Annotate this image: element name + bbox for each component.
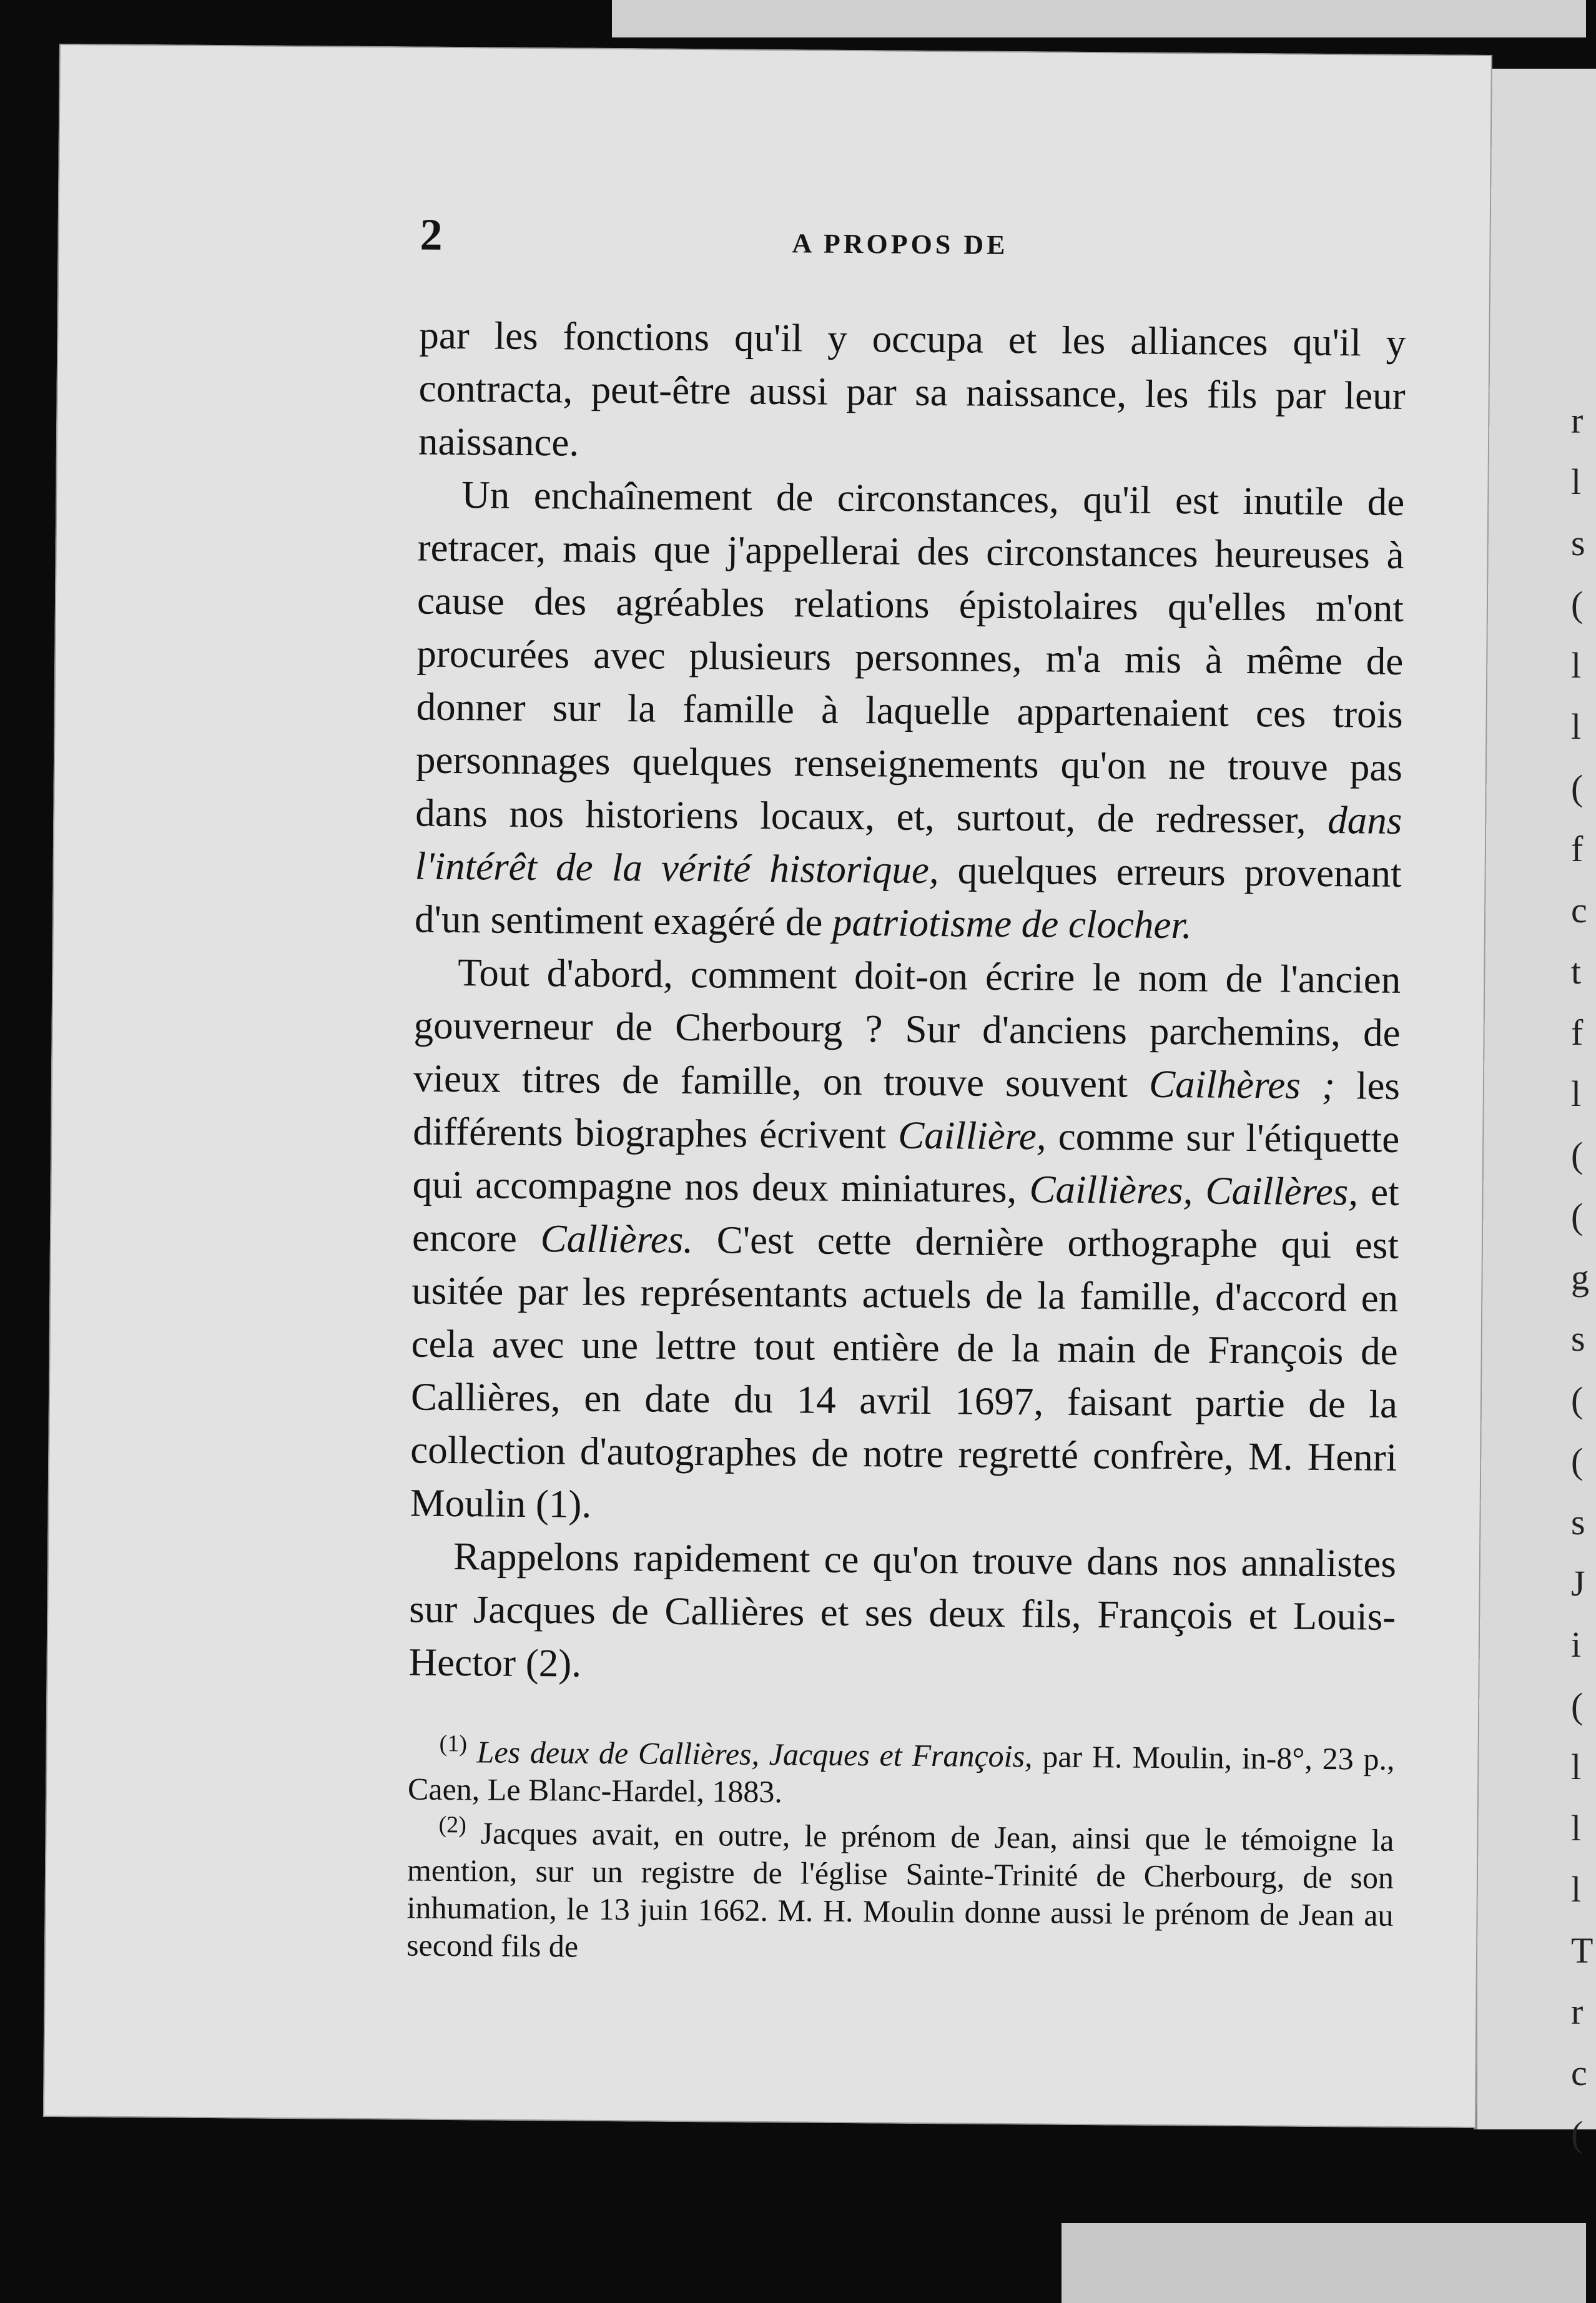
facing-page-glyph: T xyxy=(1571,1930,1594,1971)
facing-page-glyph: ( xyxy=(1571,2114,1584,2154)
italic-text: Cailhères ; xyxy=(1148,1062,1336,1108)
italic-text: patriotisme de clocher. xyxy=(832,900,1193,947)
background-paper-bottom xyxy=(1062,2223,1586,2303)
facing-page-glyph: f xyxy=(1571,829,1584,869)
text-run: et encore xyxy=(411,1170,1399,1261)
paragraph xyxy=(418,309,1406,476)
running-head: A PROPOS DE xyxy=(792,228,1008,260)
background-paper-top xyxy=(612,0,1586,37)
text-run: quelques erreurs provenant d'un sentiment exagéré de xyxy=(414,848,1402,944)
facing-page-glyph: ( xyxy=(1571,767,1584,808)
facing-page-glyph: i xyxy=(1571,1624,1582,1665)
facing-page-glyph: t xyxy=(1571,951,1582,992)
facing-page-glyph: s xyxy=(1571,1318,1585,1359)
facing-page-glyph: ( xyxy=(1571,1441,1584,1481)
facing-page-glyph: ( xyxy=(1571,1196,1584,1236)
text-run: par H. Moulin, in-8°, 23 p., Caen, Le Blanc-Hardel, 1883. xyxy=(407,1738,1395,1810)
facing-page-glyph: s xyxy=(1571,523,1585,563)
text-run: Jacques avait, en outre, le prénom de Jean, ainsi que le témoigne la mention, sur un registre de l'église Sainte-Trinité de Cherbourg, de son inhumation, le 13 juin 1662. M. H. Moulin donne aussi le prénom de Jean au second fils de xyxy=(406,1815,1394,1964)
paragraph xyxy=(408,1529,1396,1696)
facing-page-glyph: g xyxy=(1571,1257,1589,1298)
facing-page-glyph: ( xyxy=(1571,1135,1584,1175)
text-run: comme sur l'étiquette qui accompagne nos deux miniatures, xyxy=(412,1114,1400,1211)
text-run: Un enchaînement de circonstances, qu'il est inutile de retracer, mais que j'appellerai des circonstances heureuses à cause des agréables relations épistolaires qu'elles m'ont procurées avec plusieurs personnes, m'a mis à même de donner sur la famille à laquelle appartenaient ces trois personnages quelques renseignements qu'on ne trouve pas dans nos historiens locaux, et, surtout, de redresser, xyxy=(415,473,1405,842)
page-number: 2 xyxy=(420,209,443,260)
footnotes xyxy=(406,1732,1395,1977)
italic-text: Caillières, Caillères, xyxy=(1029,1167,1359,1214)
italic-text: Les deux de Callières, Jacques et François, xyxy=(476,1734,1033,1774)
facing-page-glyph: l xyxy=(1571,1073,1582,1114)
facing-page-glyph: ( xyxy=(1571,1685,1584,1726)
text-run: Tout d'abord, comment doit-on écrire le nom de l'ancien gouverneur de Cherbourg ? Sur d'anciens parchemins, de vieux titres de famille, on trouve souvent xyxy=(413,950,1401,1106)
paragraph xyxy=(410,946,1401,1537)
footnote-mark: (1) xyxy=(439,1730,468,1757)
footnote-mark: (2) xyxy=(438,1812,467,1838)
facing-page-glyph: l xyxy=(1571,1808,1582,1848)
facing-page-glyph: J xyxy=(1571,1563,1585,1604)
facing-page-glyph: f xyxy=(1571,1012,1584,1053)
book-page xyxy=(43,44,1492,2128)
facing-page-edge xyxy=(1474,69,1596,2154)
facing-page-glyph: l xyxy=(1571,461,1582,502)
page-header xyxy=(420,209,1482,269)
facing-page-glyph: r xyxy=(1571,1991,1584,2032)
facing-page-glyph: c xyxy=(1571,890,1587,930)
facing-page-glyph: s xyxy=(1571,1502,1585,1542)
facing-page-glyph: c xyxy=(1571,2053,1587,2093)
text-run: les différents biographes écrivent xyxy=(413,1063,1401,1157)
facing-page-glyph: l xyxy=(1571,706,1582,747)
text-run xyxy=(467,1734,477,1769)
facing-page-glyph: l xyxy=(1571,1747,1582,1787)
italic-text: Callières. xyxy=(540,1216,694,1262)
facing-page-glyph: r xyxy=(1571,400,1584,441)
body-text xyxy=(408,309,1406,1697)
italic-text: Caillière, xyxy=(898,1113,1047,1158)
facing-page-glyph: ( xyxy=(1571,584,1584,624)
text-run: par les fonctions qu'il y occupa et les alliances qu'il y contracta, peut-être aussi par sa naissance, les fils par leur naissance. xyxy=(418,313,1406,465)
footnote xyxy=(408,1732,1395,1815)
footnote xyxy=(406,1813,1394,1971)
facing-page-glyph: l xyxy=(1571,1869,1582,1910)
italic-text: dans l'intérêt de la vérité historique, xyxy=(415,797,1402,892)
facing-page-glyph: l xyxy=(1571,645,1582,686)
text-run: C'est cette dernière orthographe qui est usitée par les représentants actuels de la famille, d'accord en cela avec une lettre tout entière de la main de François de Callières, en date du 14 avril 1697, faisant partie de la collection d'autographes de notre regretté confrère, M. Henri Moulin (1). xyxy=(410,1218,1399,1526)
paragraph xyxy=(415,468,1405,954)
facing-page-glyph: ( xyxy=(1571,1379,1584,1420)
text-run: Rappelons rapidement ce qu'on trouve dans nos annalistes sur Jacques de Callières et ses deux fils, François et Louis-Hector (2). xyxy=(408,1534,1397,1685)
